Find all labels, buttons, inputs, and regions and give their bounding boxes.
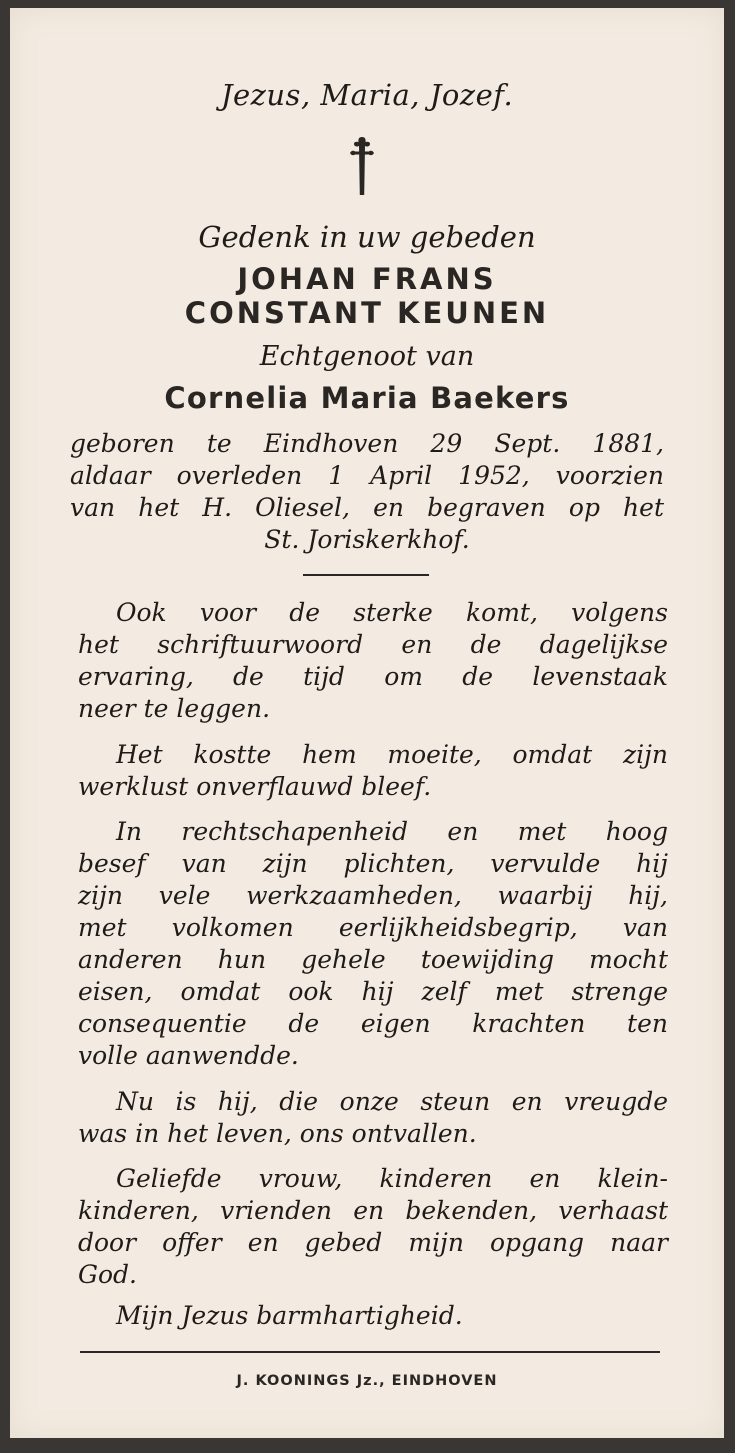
invocation: Jezus, Maria, Jozef.: [220, 78, 514, 112]
bio-block: [70, 428, 664, 556]
bio-line: St. Joriskerkhof.: [264, 525, 470, 554]
paragraph-line: eisen, omdat ook hij zelf met strenge: [78, 977, 668, 1006]
paragraph-1: [78, 597, 668, 725]
paragraph-line: door offer en gebed mijn opgang naar: [78, 1228, 668, 1257]
divider-long: [80, 1351, 660, 1353]
paragraph-line: kinderen, vrienden en bekenden, verhaast: [78, 1196, 668, 1225]
paragraph-line: volle aanwendde.: [78, 1041, 299, 1070]
paragraph-line: In rechtschapenheid en met hoog: [116, 817, 668, 846]
cross-icon: [342, 133, 382, 199]
paragraph-line: besef van zijn plichten, vervulde hij: [78, 849, 668, 878]
paragraph-line: werklust onverflauwd bleef.: [78, 772, 432, 801]
paragraph-line: Het kostte hem moeite, omdat zijn: [116, 740, 668, 769]
deceased-name-line1: JOHAN FRANS: [237, 262, 497, 296]
deceased-name-line2: CONSTANT KEUNEN: [184, 296, 550, 330]
spouse-name: Cornelia Maria Baekers: [164, 381, 570, 415]
paragraph-5: [78, 1163, 668, 1291]
paragraph-line: met volkomen eerlijkheidsbegrip, van: [78, 913, 668, 942]
paragraph-line: anderen hun gehele toewijding mocht: [78, 945, 668, 974]
bio-line: aldaar overleden 1 April 1952, voorzien: [70, 461, 664, 490]
paragraph-line: zijn vele werkzaamheden, waarbij hij,: [78, 881, 668, 910]
paragraph-line: Geliefde vrouw, kinderen en klein-: [116, 1164, 668, 1193]
spouse-intro: Echtgenoot van: [259, 341, 475, 372]
paragraph-4: [78, 1086, 668, 1150]
divider-short: [303, 574, 429, 576]
paragraph-line: ervaring, de tijd om de levenstaak: [78, 662, 668, 691]
paragraph-line: neer te leggen.: [78, 694, 271, 723]
paragraph-line: consequentie de eigen krachten ten: [78, 1009, 668, 1038]
memorial-card: [10, 8, 724, 1438]
paragraph-line: Ook voor de sterke komt, volgens: [116, 598, 668, 627]
closing-prayer: Mijn Jezus barmhartigheid.: [116, 1301, 463, 1330]
paragraph-2: [78, 739, 668, 803]
paragraph-line: God.: [78, 1260, 137, 1289]
paragraph-3: [78, 816, 668, 1072]
bio-line: van het H. Oliesel, en begraven op het: [70, 493, 664, 522]
paragraph-line: Nu is hij, die onze steun en vreugde: [116, 1087, 668, 1116]
bio-line: geboren te Eindhoven 29 Sept. 1881,: [70, 429, 664, 458]
paragraph-line: was in het leven, ons ontvallen.: [78, 1119, 477, 1148]
remember-text: Gedenk in uw gebeden: [198, 220, 536, 254]
printer-credit: J. KOONINGS Jz., EINDHOVEN: [236, 1373, 498, 1389]
paragraph-line: het schriftuurwoord en de dagelijkse: [78, 630, 668, 659]
